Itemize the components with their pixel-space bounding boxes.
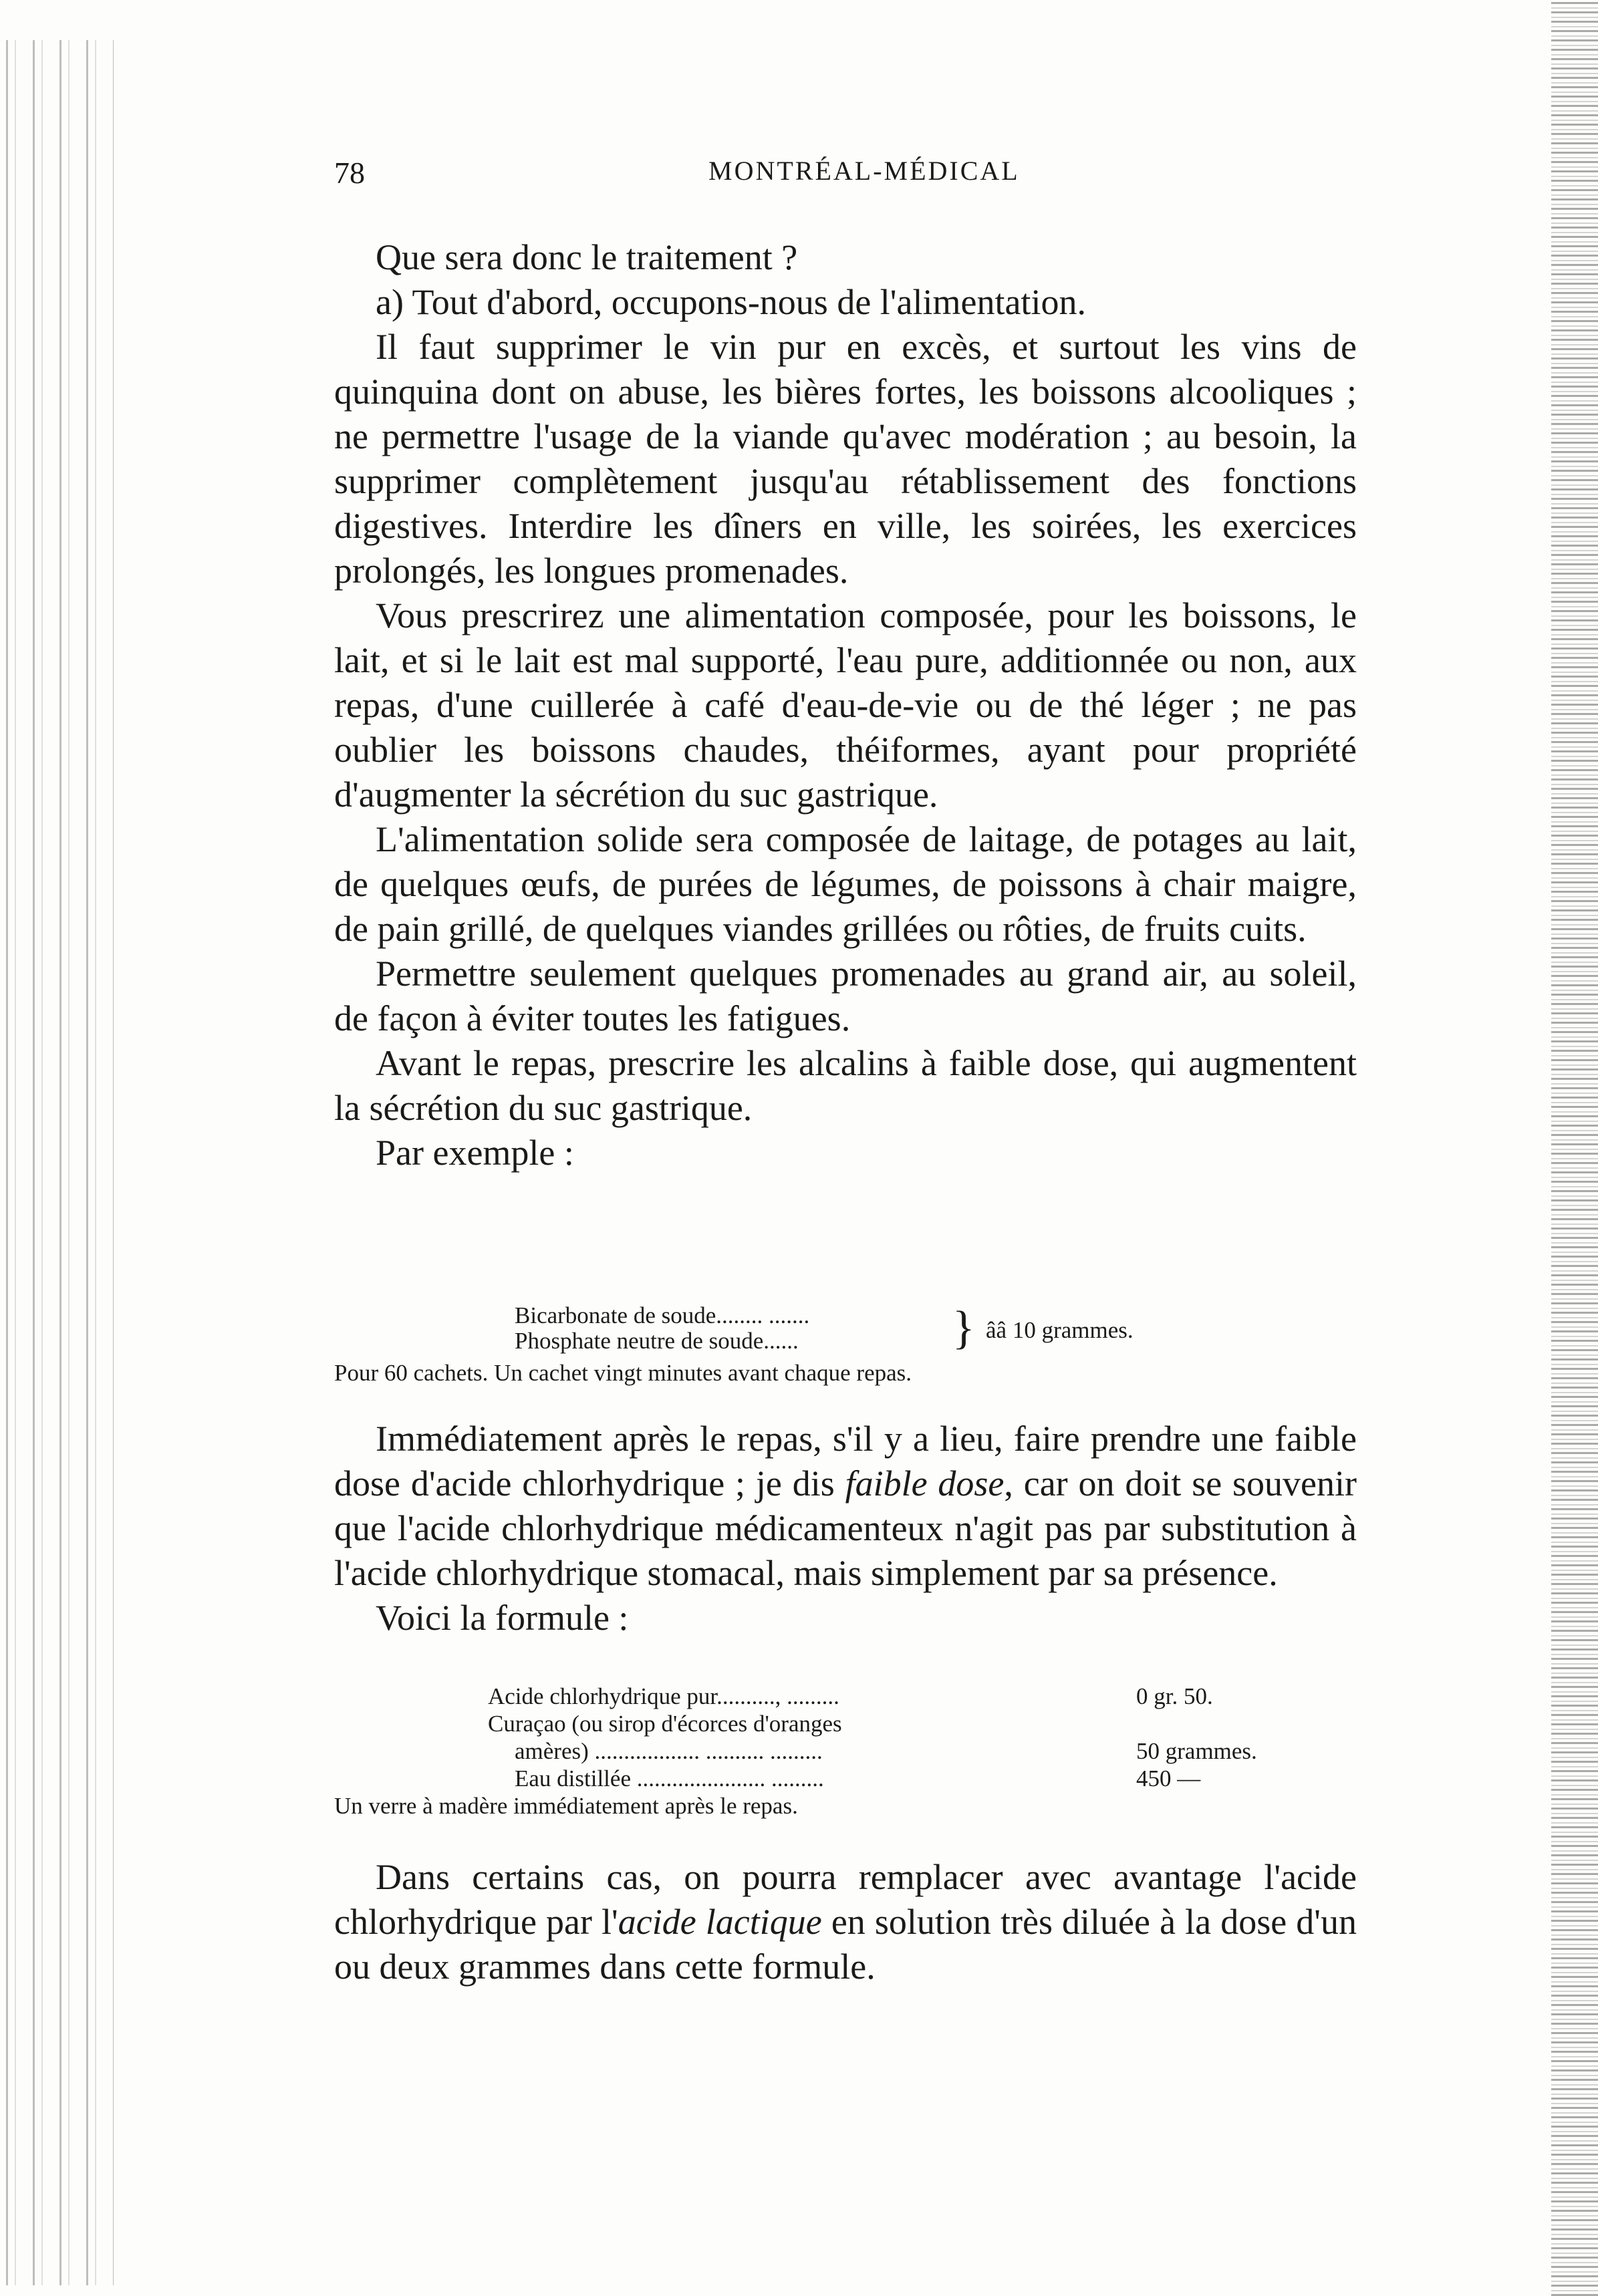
- scan-edge-left: [0, 40, 114, 2285]
- prescription-quantity: ââ 10 grammes.: [986, 1317, 1134, 1343]
- paragraph: Il faut supprimer le vin pur en excès, et surtout les vins de quinquina dont on abuse, les bières fortes, les boissons alcooliques ; ne permettre l'usage de la viande qu'avec modération ; au besoin, la supprimer complètement jusqu'au rétablissement des fonctions digestives. Interdire les dîners en ville, les soirées, les exercices prolongés, les longues promenades.: [334, 327, 1357, 591]
- prescription-quantity: 50 grammes.: [1136, 1738, 1257, 1764]
- prescription-quantity: 450 —: [1136, 1765, 1201, 1791]
- paragraph: Avant le repas, prescrire les alcalins à faible dose, qui augmentent la sécrétion du suc gastrique.: [334, 1043, 1357, 1128]
- paragraph: Vous prescrirez une alimentation composée, pour les boissons, le lait, et si le lait est mal supporté, l'eau pure, additionnée ou non, aux repas, d'une cuillerée à café d'eau-de-vie ou de thé léger ; ne pas oublier les boissons chaudes, théiformes, ayant pour propriété d'augmenter la sécrétion du suc gastrique.: [334, 595, 1357, 815]
- body-section-3: [334, 1855, 1357, 1989]
- prescription-quantity: 0 gr. 50.: [1136, 1683, 1213, 1709]
- body-section-1: [334, 235, 1357, 1175]
- text-run: , car on doit se souvenir que l'acide chlorhydrique médicamenteux n'agit pas par substitution à l'acide chlorhydrique stomacal, mais simplement par sa présence.: [334, 1463, 1357, 1593]
- paragraph: a) Tout d'abord, occupons-nous de l'alimentation.: [376, 282, 1086, 322]
- paragraph: [334, 1855, 1357, 1989]
- paragraph: [334, 1417, 1357, 1596]
- scan-edge-right: [1551, 0, 1598, 2296]
- text-run: en solution très diluée à la dose d'un ou deux grammes dans cette formule.: [334, 1902, 1357, 1987]
- text-run: Immédiatement après le repas, s'il y a lieu, faire prendre une faible dose d'acide chlorhydrique ; je dis: [334, 1419, 1357, 1503]
- page-header: [334, 155, 1357, 195]
- italic-text: faible dose: [845, 1463, 1005, 1503]
- paragraph: Permettre seulement quelques promenades au grand air, au soleil, de façon à éviter toutes les fatigues.: [334, 954, 1357, 1038]
- prescription-line: Phosphate neutre de soude......: [515, 1328, 799, 1354]
- prescription-line: Acide chlorhydrique pur.........., .........: [488, 1683, 839, 1709]
- italic-text: acide lactique: [618, 1902, 822, 1942]
- running-title: MONTRÉAL-MÉDICAL: [708, 156, 1020, 186]
- paragraph: L'alimentation solide sera composée de laitage, de potages au lait, de quelques œufs, de purées de légumes, de poissons à chair maigre, de pain grillé, de quelques viandes grillées ou rôties, de fruits cuits.: [334, 819, 1357, 949]
- paragraph: Que sera donc le traitement ?: [376, 237, 798, 277]
- paragraph: Par exemple :: [376, 1133, 574, 1173]
- prescription-line: Bicarbonate de soude........ .......: [515, 1302, 810, 1328]
- prescription-line: amères) .................. .......... .........: [515, 1738, 823, 1764]
- page-number: 78: [334, 156, 365, 190]
- brace-symbol: }: [952, 1302, 975, 1354]
- prescription-line: Eau distillée ...................... .........: [515, 1765, 824, 1791]
- body-section-2: [334, 1417, 1357, 1640]
- paragraph: Voici la formule :: [376, 1598, 629, 1638]
- prescription-instruction: Pour 60 cachets. Un cachet vingt minutes avant chaque repas.: [334, 1360, 912, 1386]
- text-run: Dans certains cas, on pourra remplacer avec avantage l'acide chlorhydrique par l': [334, 1857, 1357, 1942]
- prescription-instruction: Un verre à madère immédiatement après le repas.: [334, 1793, 798, 1819]
- prescription-line: Curaçao (ou sirop d'écorces d'oranges: [488, 1711, 842, 1737]
